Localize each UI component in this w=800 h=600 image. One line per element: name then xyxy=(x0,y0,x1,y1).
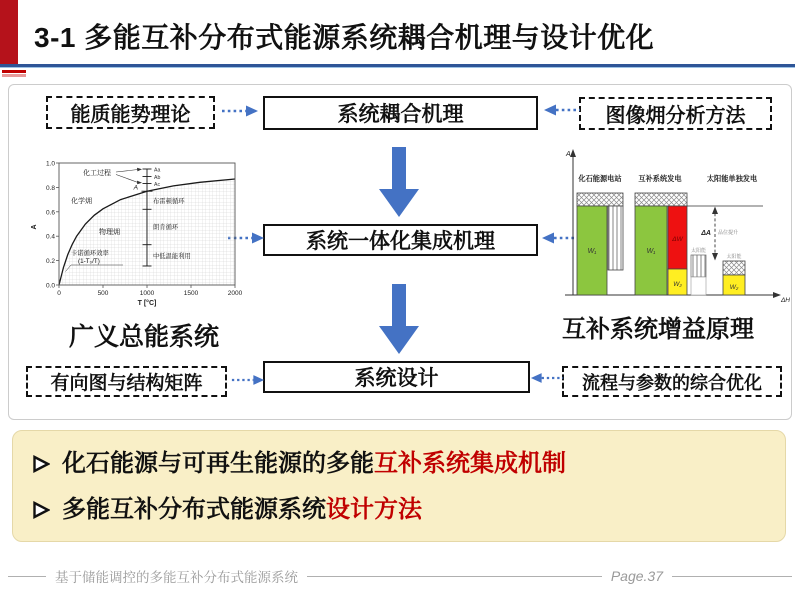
svg-text:ΔA: ΔA xyxy=(701,230,711,237)
leader-arrowhead xyxy=(137,168,142,172)
svg-text:互补系统发电: 互补系统发电 xyxy=(638,174,682,183)
annotation-carnot-line2: (1-T₀/T) xyxy=(78,258,100,265)
footer-project-title: 基于储能调控的多能互补分布式能源系统 xyxy=(55,570,298,585)
flow-box-coupling-label: 系统耦合机理 xyxy=(337,103,464,126)
diagram-panel xyxy=(8,84,792,420)
svg-text:1000: 1000 xyxy=(139,290,155,297)
left-chart-caption: 广义总能系统 xyxy=(68,323,219,351)
flow-box-optimization xyxy=(562,366,782,397)
flow-box-image-exergy xyxy=(579,97,772,130)
svg-text:ΔW: ΔW xyxy=(672,236,683,243)
svg-text:0.8: 0.8 xyxy=(45,184,55,192)
flow-box-optimization-label: 流程与参数的综合优化 xyxy=(582,372,762,393)
bullet-text-black: 化石能源与可再生能源的多能 xyxy=(62,450,374,477)
big-down-arrow-icon xyxy=(379,284,419,354)
y-axis-arrowhead xyxy=(570,149,576,157)
bullet-item xyxy=(33,494,765,525)
dashed-arrow-left-icon xyxy=(543,103,581,117)
svg-text:W₁: W₁ xyxy=(646,248,656,255)
flow-box-coupling xyxy=(263,96,538,130)
x-ticks xyxy=(59,285,235,288)
svg-text:1500: 1500 xyxy=(183,290,199,297)
svg-text:0.4: 0.4 xyxy=(45,233,55,241)
dashed-arrow-right-icon xyxy=(221,104,259,118)
svg-text:Aa: Aa xyxy=(154,167,161,174)
dashed-arrow-left-icon xyxy=(530,371,564,385)
bullet-item xyxy=(33,448,765,479)
x-tick-labels xyxy=(57,290,242,297)
carnot-efficiency-chart xyxy=(27,153,242,313)
flow-box-theory xyxy=(46,96,215,129)
svg-text:0: 0 xyxy=(57,290,61,297)
fossil-plant-bars xyxy=(577,193,623,295)
svg-text:1.0: 1.0 xyxy=(45,160,55,168)
title-pink-tick xyxy=(2,74,26,77)
svg-text:品位提升: 品位提升 xyxy=(718,230,739,236)
svg-text:2000: 2000 xyxy=(227,290,242,297)
svg-text:500: 500 xyxy=(97,290,109,297)
svg-text:0.6: 0.6 xyxy=(45,209,55,217)
title-red-tick xyxy=(2,70,26,73)
flow-box-digraph xyxy=(26,366,227,397)
svg-text:Ac: Ac xyxy=(154,182,161,188)
svg-text:太阳能: 太阳能 xyxy=(726,254,742,260)
svg-text:化石能源电站: 化石能源电站 xyxy=(578,174,622,183)
dashed-arrow-right-icon xyxy=(231,373,265,387)
right-chart-caption: 互补系统增益原理 xyxy=(562,316,754,343)
flow-box-integration xyxy=(263,224,538,256)
bullet-text-red: 设计方法 xyxy=(326,496,422,524)
x-axis-title: T [°C] xyxy=(137,300,157,307)
y-axis-title: A xyxy=(566,151,571,158)
annotation-physical-exergy: 物理㶲 xyxy=(99,229,120,236)
flow-box-theory-label: 能质能势理论 xyxy=(70,104,191,126)
svg-text:W₂: W₂ xyxy=(673,281,682,288)
footer-rule xyxy=(307,576,602,577)
svg-text:W₂: W₂ xyxy=(729,284,739,291)
solar-alone-bars xyxy=(723,253,745,295)
svg-text:Ab: Ab xyxy=(154,175,161,181)
bullet-text-red: 互补系统集成机制 xyxy=(374,450,566,477)
y-tick-labels xyxy=(46,161,55,290)
svg-text:太阳能: 太阳能 xyxy=(690,248,707,254)
group-labels xyxy=(577,174,758,183)
gain-principle-chart xyxy=(559,145,791,305)
annotation-point-A: A xyxy=(133,184,138,192)
annotation-A-levels xyxy=(154,168,160,189)
annotation-carnot-line1: 卡诺循环效率 xyxy=(71,250,109,257)
flow-box-design-label: 系统设计 xyxy=(354,367,439,390)
page-number: Page.37 xyxy=(610,568,663,584)
flow-box-integration-label: 系统一体化集成机理 xyxy=(306,230,495,253)
annotation-rankine: 朗肯循环 xyxy=(153,224,179,231)
y-axis-title: A xyxy=(31,224,38,230)
title-red-bar xyxy=(0,0,18,65)
svg-text:0.0: 0.0 xyxy=(45,282,55,290)
arrowhead-bullet-icon xyxy=(33,455,50,473)
svg-text:太阳能单独发电: 太阳能单独发电 xyxy=(706,174,758,183)
flow-box-image-exergy-label: 图像㶲分析方法 xyxy=(605,105,746,127)
flow-box-digraph-label: 有向图与结构矩阵 xyxy=(50,373,203,394)
big-down-arrow-icon xyxy=(379,147,419,217)
x-axis-title: ΔH xyxy=(780,297,790,304)
footer xyxy=(8,566,792,586)
annotation-leader-lines xyxy=(116,170,138,183)
title-underline-light xyxy=(0,67,795,68)
footer-rule xyxy=(8,576,46,577)
footer-rule xyxy=(672,576,792,577)
arrowhead-bullet-icon xyxy=(33,501,50,519)
annotation-process: 化工过程 xyxy=(83,170,111,177)
page-title: 3-1 多能互补分布式能源系统耦合机理与设计优化 xyxy=(34,22,655,53)
svg-text:0.2: 0.2 xyxy=(45,258,55,266)
bullet-text-black: 多能互补分布式能源系统 xyxy=(62,496,326,524)
svg-text:W₁: W₁ xyxy=(587,248,597,255)
hybrid-system-bars xyxy=(635,193,706,295)
annotation-brayton: 布雷顿循环 xyxy=(153,198,185,205)
annotation-low-temp: 中低温能利用 xyxy=(153,253,191,260)
flow-box-design xyxy=(263,361,530,393)
x-axis-arrowhead xyxy=(773,292,781,298)
annotation-chemical-exergy: 化学㶲 xyxy=(71,198,92,205)
summary-box xyxy=(12,430,786,542)
